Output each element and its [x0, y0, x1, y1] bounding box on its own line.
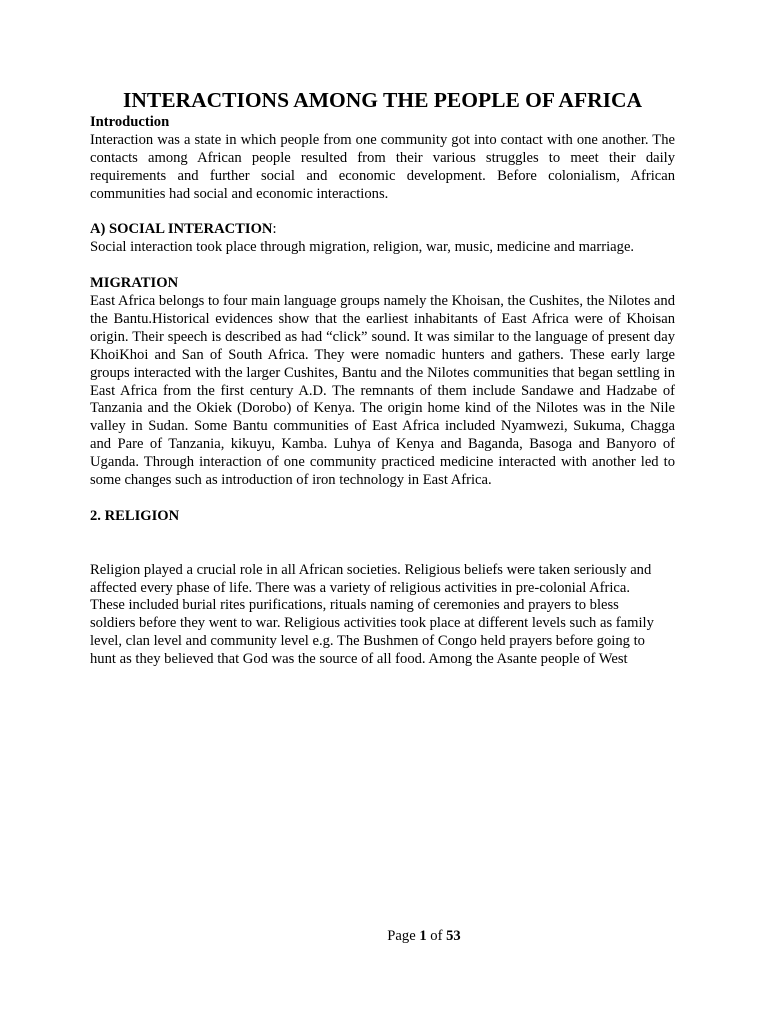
religion-paragraph: [90, 562, 675, 669]
religion-line: Religion played a crucial role in all African societies. Religious beliefs were taken seriously and: [90, 561, 652, 578]
intro-paragraph: Interaction was a state in which people from one community got into contact with one another. The contacts among African people resulted from their various struggles to meet their daily requirements and further social and economic development. Before colonialism, African communities had social and economic interactions.: [90, 131, 675, 202]
page-footer: [0, 928, 768, 946]
religion-line: level, clan level and community level e.g. The Bushmen of Congo held prayers before going to: [90, 633, 645, 650]
document-page: [90, 86, 675, 669]
social-interaction-heading: [90, 221, 675, 239]
social-heading-text: A) SOCIAL INTERACTION: [90, 221, 273, 238]
spacer: [90, 490, 675, 508]
religion-line: These included burial rites purifications, rituals naming of ceremonies and prayers to bless: [90, 597, 619, 614]
of-label: of: [430, 928, 443, 944]
page-label: Page: [387, 928, 416, 944]
migration-heading: MIGRATION: [90, 275, 179, 292]
intro-heading: Introduction: [90, 114, 170, 130]
spacer: [90, 204, 675, 222]
document-title: INTERACTIONS AMONG THE PEOPLE OF AFRICA: [122, 88, 643, 112]
social-interaction-paragraph: Social interaction took place through migration, religion, war, music, medicine and marriage.: [90, 239, 635, 256]
spacer: [90, 257, 675, 275]
religion-line: hunt as they believed that God was the source of all food. Among the Asante people of West: [90, 651, 628, 668]
religion-heading: 2. RELIGION: [90, 507, 180, 524]
spacer: [90, 526, 675, 562]
religion-line: affected every phase of life. There was a variety of religious activities in pre-colonial Africa.: [90, 579, 631, 596]
total-pages: 53: [446, 928, 461, 944]
social-heading-colon: :: [272, 221, 277, 238]
page-number: 1: [419, 928, 427, 944]
migration-paragraph: East Africa belongs to four main language groups namely the Khoisan, the Cushites, the Nilotes and the Bantu.Historical evidences show that the earliest inhabitants of East Africa were of Khoisan origin. Their speech is described as had “click” sound. It was similar to the language of present day KhoiKhoi and San of South Africa. They were nomadic hunters and gathers. These early large groups interacted with the larger Cushites, Bantu and the Nilotes communities that began settling in East Africa from the first century A.D. The remnants of them include Sandawe and Hadzabe of Tanzania and the Okiek (Dorobo) of Kenya. The origin home kind of the Nilotes was in the Nile valley in Sudan. Some Bantu communities of East Africa included Nyamwezi, Sukuma, Chagga and Pare of Tanzania, kikuyu, Kamba. Luhya of Kenya and Baganda, Basoga and Banyoro of Uganda. Through interaction of one community practiced medicine interacted with another led to some changes such as introduction of iron technology in East Africa.: [90, 293, 675, 489]
religion-line: soldiers before they went to war. Religious activities took place at different levels such as family: [90, 615, 654, 632]
